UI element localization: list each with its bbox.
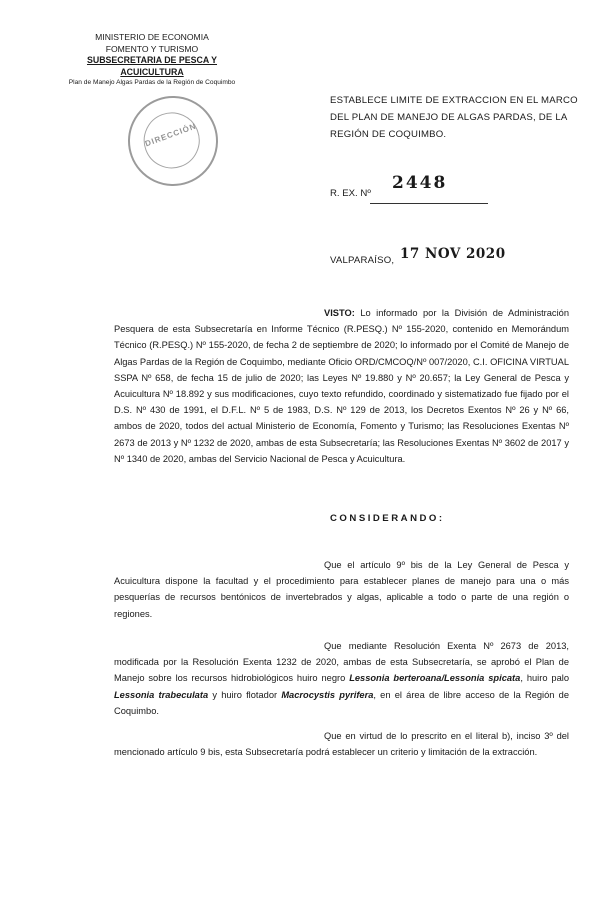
considerando-text-2c: y huiro flotador bbox=[208, 689, 282, 700]
visto-paragraph bbox=[114, 305, 569, 467]
resolution-subject: ESTABLECE LIMITE DE EXTRACCION EN EL MARCO DEL PLAN DE MANEJO DE ALGAS PARDAS, DE LA REGIÓN DE COQUIMBO. bbox=[330, 95, 578, 140]
considerando-paragraph-2 bbox=[114, 638, 569, 719]
date-stamp: 17 NOV 2020 bbox=[400, 246, 506, 262]
considerando-text-1: Que el artículo 9º bis de la Ley General de Pesca y Acuicultura dispone la facultad y el procedimiento para establecer planes de manejo para una o más pesquerías de recursos bentónicos de invertebrados y algas, aplicable a todo o parte de una región o regiones. bbox=[114, 560, 569, 619]
visto-label: VISTO: bbox=[324, 308, 355, 318]
species-huiro-flotador: Macrocystis pyrifera bbox=[281, 689, 374, 700]
considerando-heading: CONSIDERANDO: bbox=[330, 513, 445, 524]
considerando-text-3: Que en virtud de lo prescrito en el literal b), inciso 3º del mencionado artículo 9 bis, esta Subsecretaría podrá establecer un criterio y limitación de la extracción. bbox=[114, 731, 569, 758]
ministry-header bbox=[62, 32, 242, 87]
official-stamp bbox=[115, 83, 230, 198]
resolution-number: 2448 bbox=[392, 173, 448, 193]
resolution-underline bbox=[370, 203, 488, 204]
committee-name: Plan de Manejo Algas Pardas de la Región de Coquimbo bbox=[68, 79, 236, 86]
considerando-text-2b: , huiro palo bbox=[520, 673, 569, 684]
ministry-line2: FOMENTO Y TURISMO bbox=[105, 43, 199, 54]
considerando-text-2a: Que mediante Resolución Exenta Nº 2673 de 2013, modificada por la Resolución Exenta 1232 de 2020, ambas de esta Subsecretaría, se aprobó el Plan de Manejo sobre los recursos hidrobiológicos huiro negro bbox=[114, 641, 569, 684]
species-huiro-palo: Lessonia trabeculata bbox=[114, 689, 209, 700]
place-label: VALPARAÍSO, bbox=[330, 255, 395, 266]
resolution-label: R. EX. Nº bbox=[330, 188, 371, 199]
considerando-paragraph-3 bbox=[114, 728, 569, 760]
considerando-paragraph-1 bbox=[114, 557, 569, 622]
considerando-text-2d: , en el área de libre acceso de la Región de Coquimbo. bbox=[114, 689, 569, 716]
species-huiro-negro: Lessonia berteroana/Lessonia spicata bbox=[349, 673, 521, 684]
subsecretaria-name: SUBSECRETARIA DE PESCA Y ACUICULTURA bbox=[86, 55, 218, 77]
stamp-text: DIRECCIÓN bbox=[143, 121, 198, 149]
visto-text: Lo informado por la División de Administración Pesquera de esta Subsecretaría en Informe Técnico (R.PESQ.) Nº 155-2020, contenido en Memorándum Técnico (R.PESQ.) Nº 155-2020, de fecha 2 de septiembre de 2020; lo informado por el Comité de Manejo de Algas Pardas de la Región de Coquimbo, mediante Oficio ORD/CMCOQ/Nº 007/2020, C.I. OFICINA VIRTUAL SSPA Nº 658, de fecha 15 de julio de 2020; las Leyes Nº 19.880 y Nº 20.657; la Ley General de Pesca y Acuicultura Nº 18.892 y sus modificaciones, cuyo texto refundido, coordinado y sistematizado fue fijado por el D.S. Nº 430 de 1991, el D.F.L. Nº 5 de 1983, D.S. Nº 129 de 2013, los Decretos Exentos Nº 26 y Nº 66, ambos de 2020, todos del actual Ministerio de Economía, Fomento y Turismo; las Resoluciones Exentas Nº 2673 de 2013 y Nº 1232 de 2020, ambas de esta Subsecretaría; las Resoluciones Exentas Nº 3602 de 2017 y Nº 1340 de 2020, ambas del Servicio Nacional de Pesca y Acuicultura. bbox=[114, 308, 569, 464]
ministry-line1: MINISTERIO DE ECONOMIA bbox=[95, 32, 209, 42]
